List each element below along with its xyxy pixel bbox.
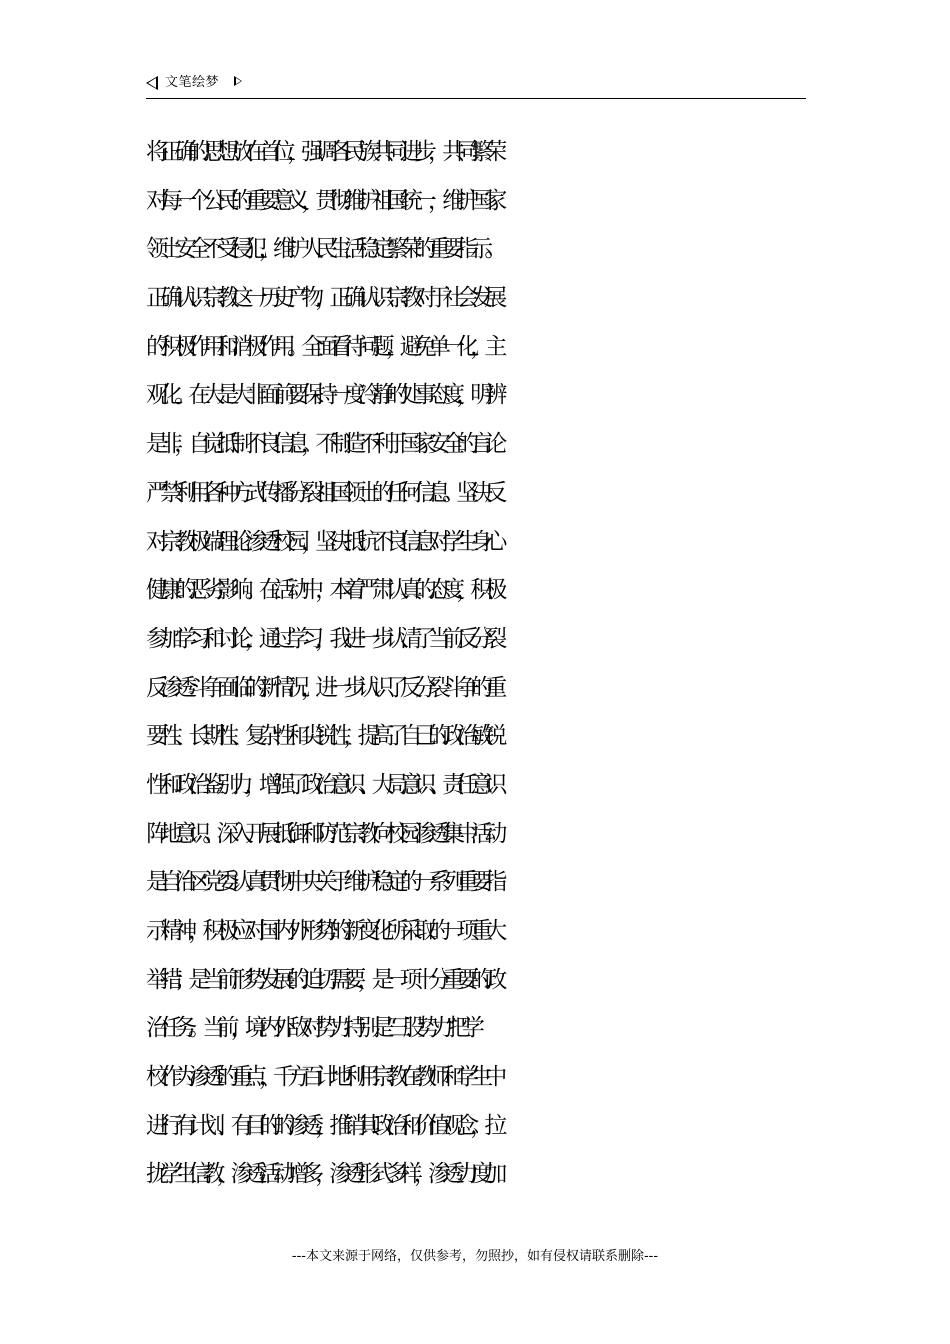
text-line: 将正确的思想放在首位，强调各民族共同进步，共同繁荣 [146, 139, 499, 165]
right-triangle-icon [234, 76, 242, 86]
text-line: 是非，自觉抵制不良信息，不制造不利于国家安全的言论 [146, 431, 499, 458]
text-line: 示精神，积极应对国内外形势的新变化所采取的一项重大 [146, 918, 499, 944]
text-line: 性和政治鉴别力，增强了政治意识、大局意识、责任意识 [146, 771, 499, 798]
footer-disclaimer: ---本文来源于网络，仅供参考，勿照抄，如有侵权请联系删除--- [291, 1249, 659, 1264]
text-line: 进行有计划、有目的的渗透，推销其政治和价值观念，拉 [146, 1112, 499, 1139]
text-line: 对每一个公民的重要意义，贯彻维护祖国统一，维护国家 [146, 187, 499, 214]
page-header [146, 72, 806, 99]
text-line: 反渗透斗争面临的新情况，进一步认识了反分裂斗争的重 [146, 674, 499, 701]
text-line: 领土安全不受侵犯，维护人民生活稳定繁荣的重要指示。 [146, 236, 499, 263]
text-line: 拢学生信教，渗透活动增多，渗透形式多样，渗透力度加 [146, 1161, 499, 1188]
text-line: 的积极作用和消极作用。全面看待问题，避免单一化，主 [146, 333, 499, 360]
text-line: 对宗教极端理论渗透校园，坚决抵抗不良信息对学生身心 [146, 528, 499, 555]
text-line: 校作为渗透的重点，千方百计地利用宗教在教师和学生中 [146, 1064, 499, 1091]
text-line: 举措；是当前形势发展的迫切需要，是一项十分重要的政 [146, 966, 499, 993]
text-line: 健康的恶劣影响。在活动中，本着严肃认真的态度，积极 [146, 577, 499, 604]
text-line: 参加学习和讨论，通过学习，我进一步认清了当前反分裂 [146, 625, 499, 652]
text-line: 是自治区党委认真贯彻中央关于维护稳定的一系列重要指 [146, 869, 499, 896]
header-title: 文笔绘梦 [165, 75, 220, 90]
text-line: 治任务。当前，境内外敌对势力特别是“三股势力”把学 [146, 1015, 477, 1042]
text-line: 观化。在大是大非面前要保持一度冷静的处事态度，明辨 [146, 382, 499, 409]
left-triangle-icon [146, 76, 158, 90]
text-line: 正确认识宗教这一历史产物，正确认识宗教对于社会发展 [146, 285, 499, 312]
text-line: 要性、长期性、复杂性和尖锐性，提高了自己的政治敏锐 [146, 723, 499, 750]
text-line: 阵地意识。深入开展抵御和防范宗教向校园渗透集中活动 [146, 820, 499, 847]
text-line: 严禁利用各种方式传播分裂祖国领土的任何信息。坚决反 [146, 479, 499, 506]
body-paragraph [146, 132, 812, 1203]
